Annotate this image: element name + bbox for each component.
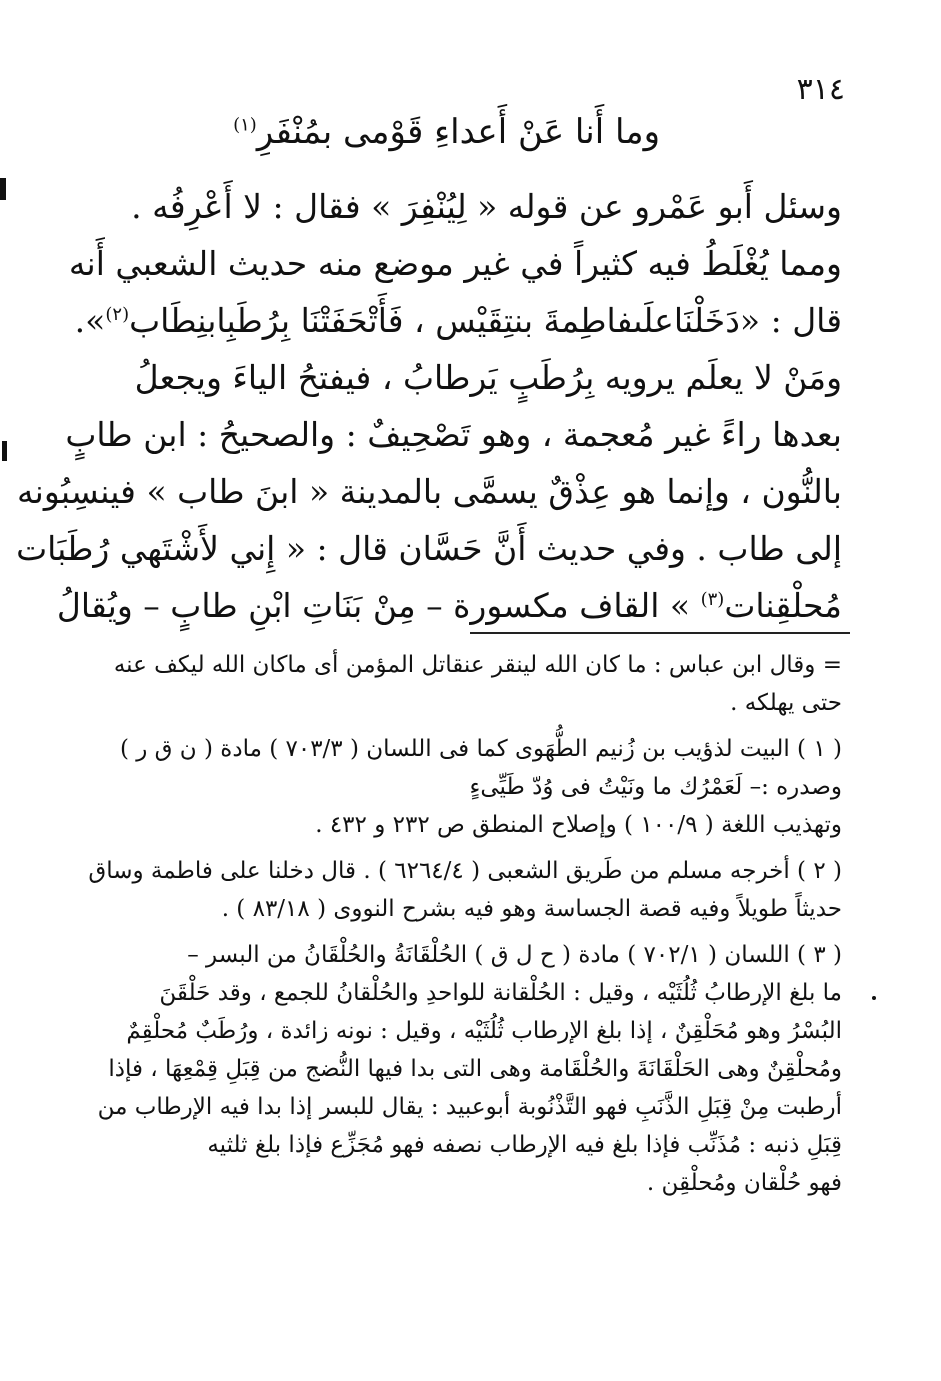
footnote-line: = وقال ابن عباس : ما كان الله لينقر عنقاتل المؤمن أى ماكان الله ليكف عنه — [113, 652, 842, 678]
scan-margin-mark — [872, 996, 876, 1000]
footnote-line: ما بلغ الإرطابُ ثُلُثَيْه ، وقيل : الحُلْقانة للواحدِ والحُلْقانُ للجمع ، وقد حَلْقَنَ — [159, 980, 842, 1006]
footnote-ref: (٣) — [700, 589, 725, 610]
footnote-line: حتى يهلكه . — [730, 690, 842, 716]
footnote-line: البُسْرُ وهو مُحَلْقِنٌ ، إذا بلغ الإرطاب ثُلُثَيْه ، وقيل : نونه زائدة ، ورُطَبٌ مُحلْقِمٌ — [126, 1018, 842, 1044]
footnote-ref: (٢) — [105, 304, 130, 325]
footnote-line: فهو حُلْقان ومُحلْقِن . — [646, 1170, 842, 1196]
main-line: ومَنْ لا يعلَم يرويه بِرُطَبٍ يَرطابُ ، فيفتحُ الياءَ ويجعلُ — [134, 358, 842, 397]
footnote-line: أرطبت مِنْ قِبَلِ الذَّنَبِ فهو التَّذْنُوبة أبوعبيد : يقال للبسر إذا بدا فيه الإرطاب من — [97, 1094, 842, 1120]
footnotes — [88, 646, 842, 1202]
footnote-line: ( ٣ ) اللسان ( ٧٠٢/١ ) مادة ( ح ل ق ) الحُلْقَانَةُ والحُلْقَانُ من البسر – — [187, 942, 842, 968]
main-line: ومما يُغْلَطُ فيه كثيراً في غير موضع منه حديث الشعبي أَنه — [68, 244, 842, 283]
page-number: ٣١٤ — [796, 72, 845, 107]
main-line: قال : «دَخَلْنَاعلَىفاطِمةَ بنتِقَيْس ، فَأَتْحَفَتْنَا بِرُطَبِابنِطَاب$^{(٢)}$». — [74, 301, 842, 340]
footnote-line: ( ٢ ) أخرجه مسلم من طَريق الشعبى ( ٦٢٦٤/٤ ) . قال دخلنا على فاطمة وساق — [88, 858, 842, 884]
main-line: وسئل أَبو عَمْرو عن قوله « لِيُنْفِرَ » فقال : لا أَعْرِفُه . — [131, 187, 842, 226]
scan-margin-mark — [0, 178, 6, 200]
footnote-line: قِبَلِ ذنبه : مُذَنِّب فإذا بلغ فيه الإرطاب نصفه فهو مُجَزِّع فإذا بلغ ثلثيه — [207, 1132, 842, 1158]
footnote-line: وتهذيب اللغة ( ١٠٠/٩ ) وإصلاح المنطق ص ٢٣٢ و ٤٣٢ . — [315, 812, 842, 838]
main-text — [16, 178, 842, 634]
footnote-line: حديثاً طويلاً وفيه قصة الجساسة وهو فيه بشرح النووى ( ٨٣/١٨ ) . — [221, 896, 842, 922]
footnote-line: ( ١ ) البيت لذؤيب بن زُنيم الطُّهَوى كما فى اللسان ( ٧٠٣/٣ ) مادة ( ن ق ر ) — [119, 736, 842, 762]
footnote-line: ومُحلْقِنٌ وهى الحَلْقَانَةَ والحُلْقَامة وهى التى بدا فيها النُّضج من قِبَلِ قِمْعِهَا ، فإذا — [108, 1056, 842, 1082]
verse-footnote-ref: (١) — [233, 114, 257, 136]
footnote-line: وصدره :– لَعَمْرُك ما ونَيْتُ فى وُدّ طَيِّىءٍ — [469, 774, 842, 800]
footnote-separator — [470, 632, 850, 634]
main-line: بعدها راءً غير مُعجمة ، وهو تَصْحِيفٌ : والصحيحُ : ابن طابٍ — [65, 415, 842, 454]
scan-margin-mark — [2, 441, 7, 461]
main-line: إلى طاب . وفي حديث أَنَّ حَسَّان قال : « إِني لأَشْتَهي رُطَبَات — [16, 529, 842, 568]
main-line: بالنُّون ، وإنما هو عِذْقٌ يسمَّى بالمدينة « ابنَ طاب » فينسِبُونه — [16, 472, 842, 511]
verse-text: وما أَنا عَنْ أَعداءِ قَوْمى بمُنْفَرِ — [256, 112, 660, 152]
verse-line — [233, 112, 660, 152]
main-line: مُحلْقِنات$^{(٣)}$ » القاف مكسورة – مِنْ بَنَاتِ ابْنِ طابٍ – ويُقالُ — [56, 586, 842, 625]
